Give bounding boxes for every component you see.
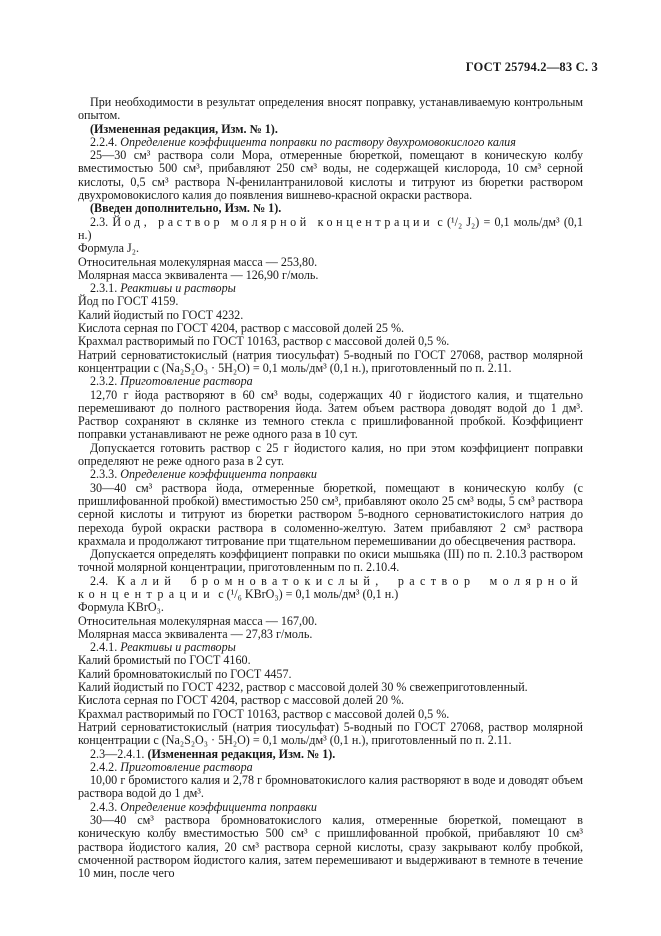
amendment-note: (Введен дополнительно, Изм. № 1). <box>90 201 282 216</box>
section-number: 2.3.2. <box>90 374 118 389</box>
list-item: Калий йодистый по ГОСТ 4232. <box>78 307 244 322</box>
paragraph: 25—30 см³ раствора соли Мора, отмеренные бюреткой, помещают в коническую колбу вместимостью 500 см³, прибавляют 250 см³ воды, не содержащей кислорода, 10 см³ серной кислоты, 0,5 см³ раствора N-фенилантраниловой кислоты и титруют из бюретки раствором двухромовокислого калия до появления вишнево-красной окраски раствора. <box>78 148 583 203</box>
paragraph: Формула KBrO₃. <box>78 600 164 615</box>
list-item: Кислота серная по ГОСТ 4204, раствор с массовой долей 20 %. <box>78 693 405 708</box>
section-number: 2.4.1. <box>90 640 118 655</box>
section-heading <box>78 641 583 654</box>
section-heading <box>78 375 583 388</box>
list-item: Крахмал растворимый по ГОСТ 10163, раствор с массовой долей 0,5 %. <box>78 334 450 349</box>
paragraph: Относительная молекулярная масса — 167,00. <box>78 613 318 628</box>
list-item: Крахмал растворимый по ГОСТ 10163, раствор с массовой долей 0,5 %. <box>78 706 450 721</box>
amendment-note: (Измененная редакция, Изм. № 1). <box>90 121 278 136</box>
section-title: Определение коэффициента поправки <box>120 467 317 482</box>
section-title: Определение коэффициента поправки <box>120 799 317 814</box>
section-number: 2.3.3. <box>90 467 118 482</box>
section-heading <box>78 216 583 243</box>
paragraph: Молярная масса эквивалента — 126,90 г/моль. <box>78 267 319 282</box>
section-title: Йод, раствор молярной концентрации <box>112 214 434 229</box>
list-item: Натрий серноватистокислый (натрия тиосульфат) 5-водный по ГОСТ 27068, раствор молярной концентрации c (Na₂S₂O₃ · 5H₂O) = 0,1 моль/дм³ (0,1 н.), приготовленный по п. 2.11. <box>78 347 583 375</box>
section-heading <box>78 801 583 814</box>
section-heading <box>78 282 583 295</box>
section-number: 2.2.4. <box>90 134 118 149</box>
list-item: Калий бромистый по ГОСТ 4160. <box>78 653 251 668</box>
section-title: Приготовление раствора <box>120 374 253 389</box>
section-number: 2.3—2.4.1. <box>90 746 145 761</box>
concentration-formula: c (¹/₆ KBrO₃) = 0,1 моль/дм³ (0,1 н.) <box>218 586 399 601</box>
section-number: 2.4.2. <box>90 759 118 774</box>
amendment-text: (Измененная редакция, Изм. № 1). <box>147 746 336 761</box>
section-number: 2.4. <box>90 573 109 588</box>
paragraph: Формула J₂. <box>78 241 140 256</box>
paragraph: 12,70 г йода растворяют в 60 см³ воды, содержащих 40 г йодистого калия, и тщательно перемешивают до полного растворения йода. Затем объем раствора доводят водой до 1 дм³. Раствор сохраняют в склянке из темного стекла с пришлифованной пробкой. Коэффициент поправки устанавливают не реже одного раза в 10 сут. <box>78 387 583 442</box>
page-header: ГОСТ 25794.2—83 С. 3 <box>465 60 598 74</box>
section-title: Приготовление раствора <box>120 759 253 774</box>
list-item: Калий бромноватокислый по ГОСТ 4457. <box>78 666 292 681</box>
section-title: Реактивы и растворы <box>120 281 236 296</box>
concentration-formula: c (¹/₂ J₂) = 0,1 моль/дм³ (0,1 н.) <box>78 214 583 242</box>
document-body <box>78 96 583 881</box>
paragraph: Молярная масса эквивалента — 27,83 г/моль. <box>78 626 313 641</box>
paragraph: Допускается определять коэффициент поправки по окиси мышьяка (III) по п. 2.10.3 раствором точной молярной концентрации, приготовленным по п. 2.10.4. <box>78 547 583 575</box>
list-item: Кислота серная по ГОСТ 4204, раствор с массовой долей 25 %. <box>78 321 405 336</box>
section-number: 2.3. <box>90 214 109 229</box>
section-title: Калий бромноватокислый, раствор молярной концентрации <box>78 573 583 601</box>
paragraph: 10,00 г бромистого калия и 2,78 г бромноватокислого калия растворяют в воде и доводят объем раствора водой до 1 дм³. <box>78 773 583 801</box>
paragraph: При необходимости в результат определения вносят поправку, устанавливаемую контрольным опытом. <box>78 95 583 123</box>
section-heading <box>78 575 583 602</box>
section-title: Реактивы и растворы <box>120 640 236 655</box>
section-number: 2.4.3. <box>90 799 118 814</box>
section-heading <box>78 136 583 149</box>
amendment-note <box>78 748 583 761</box>
paragraph: 30—40 см³ раствора йода, отмеренные бюреткой, помещают в коническую колбу (с пришлифованной пробкой) вместимостью 250 см³, прибавляют около 25 см³ воды, 5 см³ раствора серной кислоты и титруют из бюретки раствором 5-водного серноватистокислого натрия до перехода бурой окраски раствора в соломенно-желтую. Затем прибавляют 2 см³ раствора крахмала и продолжают титрование при тщательном перемешивании до обесцвечения раствора. <box>78 480 583 548</box>
section-heading <box>78 761 583 774</box>
list-item: Натрий серноватистокислый (натрия тиосульфат) 5-водный по ГОСТ 27068, раствор молярной концентрации c (Na₂S₂O₃ · 5H₂O) = 0,1 моль/дм³ (0,1 н.), приготовленный по п. 2.11. <box>78 719 583 748</box>
paragraph: Относительная молекулярная масса — 253,80. <box>78 254 318 269</box>
section-title: Определение коэффициента поправки по раствору двухромовокислого калия <box>120 134 516 149</box>
list-item: Калий йодистый по ГОСТ 4232, раствор с массовой долей 30 % свежеприготовленный. <box>78 680 528 695</box>
section-number: 2.3.1. <box>90 281 118 296</box>
paragraph: Допускается готовить раствор с 25 г йодистого калия, но при этом коэффициент поправки определяют не реже одного раза в 2 сут. <box>78 440 583 469</box>
list-item: Йод по ГОСТ 4159. <box>78 294 179 309</box>
paragraph: 30—40 см³ раствора бромноватокислого калия, отмеренные бюреткой, помещают в коническую колбу вместимостью 500 см³ с пришлифованной пробкой, прибавляют 10 см³ раствора йодистого калия, 20 см³ раствора серной кислоты, сразу закрывают колбу пробкой, смоченной раствором йодистого калия, затем перемешивают и выдерживают в темноте в течение 10 мин, после чего <box>78 813 583 881</box>
section-heading <box>78 468 583 481</box>
